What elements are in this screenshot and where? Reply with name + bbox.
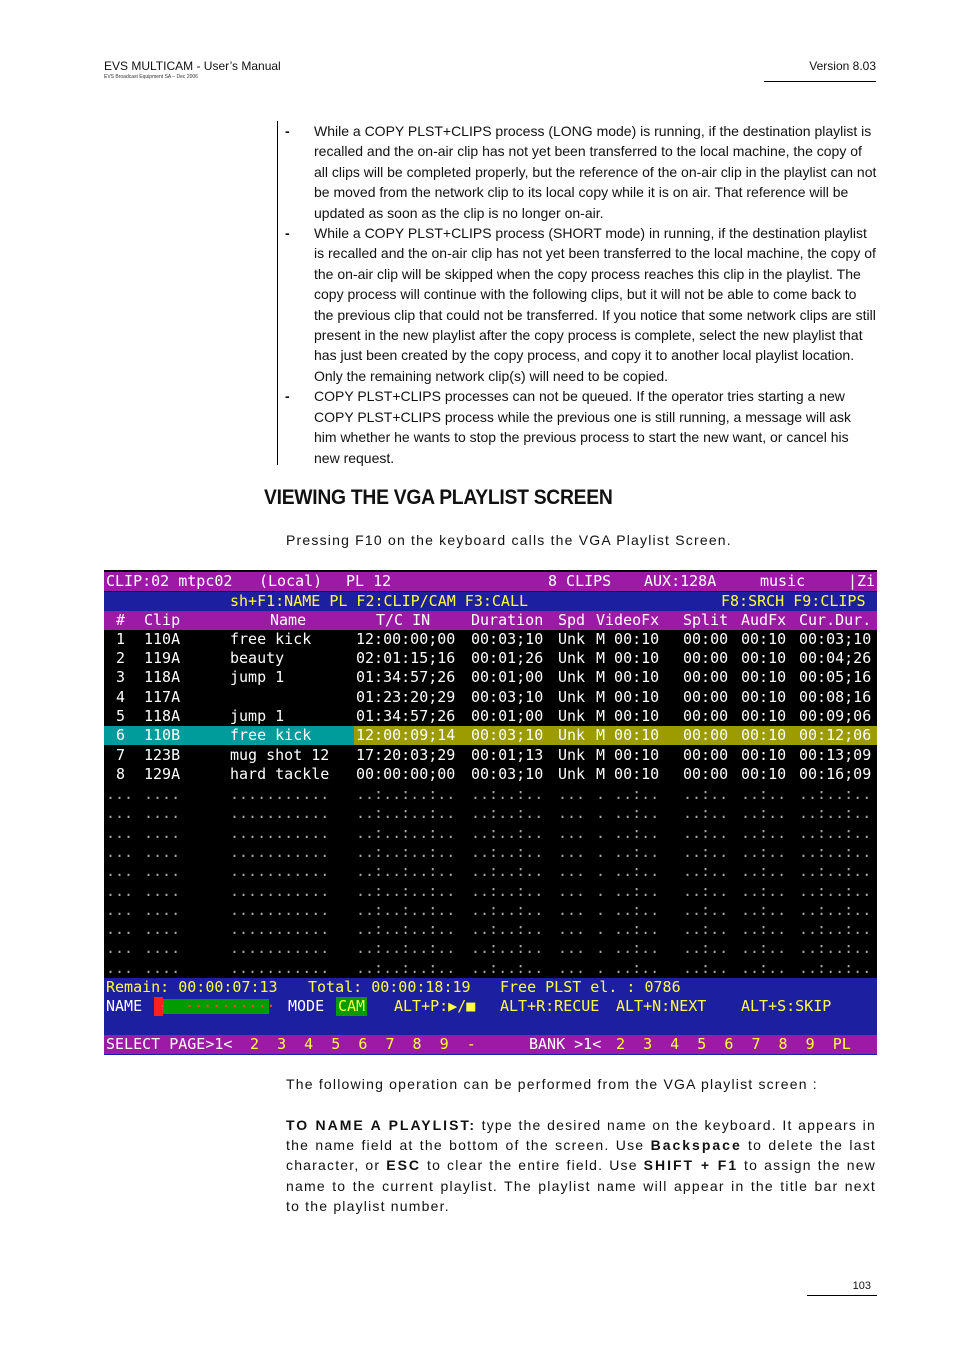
select-page-label: SELECT PAGE>1<	[106, 1035, 233, 1053]
cell-split: 00:00	[683, 707, 729, 725]
cell-clip: 129A	[144, 765, 181, 783]
empty-cell: ...	[558, 842, 586, 861]
empty-cell: ..:..:..:..	[356, 842, 456, 861]
aux-clip: AUX:128A	[644, 572, 717, 590]
empty-cell: ...	[106, 939, 134, 958]
cell-audfx: 00:10	[741, 649, 787, 667]
empty-cell: ..:..:..	[799, 920, 872, 939]
cell-videofx: M 00:10	[596, 707, 660, 725]
cell-clip: 118A	[144, 707, 181, 725]
key-backspace: Backspace	[650, 1137, 742, 1154]
empty-cell: ..:..:..	[799, 958, 872, 977]
key-shift-f1: SHIFT + F1	[643, 1157, 739, 1174]
cell-duration: 00:01;00	[471, 707, 544, 725]
col-header: Duration	[471, 611, 544, 629]
empty-cell: ..:..:..	[471, 900, 544, 919]
cell-split: 00:00	[683, 668, 729, 686]
cell-duration: 00:03;10	[471, 726, 544, 744]
section-title: VIEWING THE VGA PLAYLIST SCREEN	[264, 486, 613, 509]
empty-cell: . ..:..	[596, 823, 660, 842]
empty-cell: ...	[558, 900, 586, 919]
cell-index: 6	[116, 726, 126, 744]
cell-clip: 123B	[144, 746, 181, 764]
empty-cell: ..:..	[683, 842, 729, 861]
bullet-item	[285, 121, 877, 223]
empty-row[interactable]	[104, 901, 877, 920]
following-paragraph: The following operation can be performed from the VGA playlist screen :	[286, 1076, 818, 1092]
empty-cell: ..:..:..:..	[356, 823, 456, 842]
name-field-dots: · ··········	[158, 997, 276, 1015]
empty-cell: ...........	[230, 958, 330, 977]
cell-speed: Unk	[558, 630, 586, 648]
para-text: to assign the new name to the current playlist. The playlist name will appear in the title bar next to the playlist number.	[286, 1157, 876, 1214]
name-row	[104, 997, 877, 1016]
empty-cell: ...	[558, 881, 586, 900]
empty-cell: ...	[558, 862, 586, 881]
empty-cell: ....	[144, 804, 181, 823]
mode-value[interactable]: CAM	[338, 997, 366, 1015]
empty-cell: ...	[106, 823, 134, 842]
cell-duration: 00:01;00	[471, 668, 544, 686]
cell-tc-in: 12:00:00;00	[356, 630, 456, 648]
empty-cell: ....	[144, 785, 181, 803]
para-text: to clear the entire field. Use	[421, 1157, 644, 1174]
cell-cur-dur: 00:16;09	[799, 765, 872, 783]
bullet-dash: -	[285, 225, 290, 242]
cell-speed: Unk	[558, 707, 586, 725]
col-header: Spd	[558, 611, 586, 629]
cell-index: 3	[116, 668, 126, 686]
cell-clip: 110A	[144, 630, 181, 648]
cell-speed: Unk	[558, 746, 586, 764]
col-header: AudFx	[741, 611, 787, 629]
empty-cell: ..:..	[683, 823, 729, 842]
empty-cell: ..:..:..:..	[356, 939, 456, 958]
empty-cell: ...	[558, 804, 586, 823]
empty-cell: ..:..	[683, 881, 729, 900]
empty-cell: ....	[144, 900, 181, 919]
empty-cell: . ..:..	[596, 862, 660, 881]
cell-tc-in: 01:23:20;29	[356, 688, 456, 706]
cell-name: hard tackle	[230, 765, 330, 783]
cell-audfx: 00:10	[741, 707, 787, 725]
col-header: #	[116, 611, 126, 629]
cell-cur-dur: 00:05;16	[799, 668, 872, 686]
cell-split: 00:00	[683, 746, 729, 764]
empty-cell: ..:..	[683, 862, 729, 881]
empty-cell: ..:..	[683, 785, 729, 803]
table-row[interactable]	[104, 688, 877, 707]
playlist-number: PL 12	[346, 572, 392, 590]
cell-split: 00:00	[683, 765, 729, 783]
empty-row[interactable]	[104, 882, 877, 901]
version-label: Version 8.03	[809, 59, 876, 73]
empty-cell: ..:..:..	[471, 804, 544, 823]
empty-cell: ..:..:..	[799, 804, 872, 823]
cell-audfx: 00:10	[741, 765, 787, 783]
col-header: Cur.Dur.	[799, 611, 872, 629]
cell-tc-in: 12:00:09;14	[356, 726, 456, 744]
empty-cell: . ..:..	[596, 958, 660, 977]
cell-duration: 00:03;10	[471, 765, 544, 783]
col-header: VideoFx	[596, 611, 660, 629]
row-highlight-left	[104, 726, 354, 745]
cell-cur-dur: 00:13;09	[799, 746, 872, 764]
cell-videofx: M 00:10	[596, 746, 660, 764]
bullet-text: While a COPY PLST+CLIPS process (SHORT mode) in running, if the destination playlist is recalled and the on-air clip has not yet been transferred to the local machine, the copy of the on-air clip will be skipped when the copy process reaches this clip in the playlist. The copy process will continue with the following clips, but it will not be able to come back to the previous clip that could not be transferred. If you notice that some network clips are still present in the new playlist after the copy process is complete, select the new playlist that has just been created by the copy process, and copy it to another local playlist location. Only the remaining network clip(s) will need to be copied.	[314, 225, 876, 384]
empty-cell: . ..:..	[596, 842, 660, 861]
cell-speed: Unk	[558, 688, 586, 706]
empty-cell: ..:..	[741, 920, 787, 939]
table-row[interactable]	[104, 746, 877, 765]
empty-cell: ...	[106, 881, 134, 900]
empty-cell: ....	[144, 823, 181, 842]
cell-name: free kick	[230, 726, 312, 744]
local-indicator: (Local)	[259, 572, 323, 590]
empty-cell: ..:..	[683, 939, 729, 958]
empty-cell: . ..:..	[596, 785, 660, 803]
empty-cell: ...	[106, 804, 134, 823]
empty-cell: ..:..:..	[799, 939, 872, 958]
cell-speed: Unk	[558, 668, 586, 686]
shortcut-recue: ALT+R:RECUE	[500, 997, 600, 1015]
cell-tc-in: 01:34:57;26	[356, 707, 456, 725]
remain-row	[104, 978, 877, 997]
empty-cell: ....	[144, 939, 181, 958]
lead-term: TO NAME A PLAYLIST:	[286, 1117, 477, 1133]
cell-audfx: 00:10	[741, 726, 787, 744]
zoom-indicator: |Zi	[848, 572, 876, 590]
bank-label: BANK >1<	[529, 1035, 602, 1053]
empty-cell: ..:..:..	[471, 862, 544, 881]
empty-cell: ..:..:..:..	[356, 862, 456, 881]
cell-speed: Unk	[558, 649, 586, 667]
function-keys-right: F8:SRCH F9:CLIPS	[721, 592, 866, 610]
empty-cell: ..:..:..:..	[356, 804, 456, 823]
name-field[interactable]	[154, 997, 276, 1015]
header-rule	[764, 81, 876, 82]
empty-cell: . ..:..	[596, 920, 660, 939]
empty-cell: ..:..:..	[799, 900, 872, 919]
page-number: 103	[852, 1280, 871, 1292]
empty-cell: ..:..:..	[471, 785, 544, 803]
cell-videofx: M 00:10	[596, 765, 660, 783]
empty-cell: ...........	[230, 900, 330, 919]
cell-cur-dur: 00:09;06	[799, 707, 872, 725]
key-esc: ESC	[386, 1157, 422, 1174]
empty-row[interactable]	[104, 959, 877, 978]
empty-row[interactable]	[104, 785, 877, 804]
empty-row[interactable]	[104, 843, 877, 862]
empty-cell: ..:..:..	[471, 939, 544, 958]
cell-index: 1	[116, 630, 126, 648]
cell-name: beauty	[230, 649, 285, 667]
empty-cell: ..:..:..	[471, 842, 544, 861]
cell-name: jump 1	[230, 668, 285, 686]
cell-duration: 00:03;10	[471, 630, 544, 648]
cell-index: 8	[116, 765, 126, 783]
cell-speed: Unk	[558, 765, 586, 783]
footer-rule	[807, 1295, 877, 1296]
column-header-row	[104, 611, 877, 630]
function-keys-left: sh+F1:NAME PL F2:CLIP/CAM F3:CALL	[230, 592, 529, 610]
empty-cell: ..:..	[683, 900, 729, 919]
shortcut-play: ALT+P:▶/■	[394, 997, 476, 1015]
empty-cell: ...	[558, 785, 586, 803]
empty-cell: . ..:..	[596, 939, 660, 958]
empty-cell: ...........	[230, 785, 330, 803]
para-text: to delete the last character, or	[286, 1137, 876, 1174]
empty-cell: . ..:..	[596, 881, 660, 900]
empty-cell: ...........	[230, 804, 330, 823]
cell-cur-dur: 00:03;10	[799, 630, 872, 648]
cell-cur-dur: 00:08;16	[799, 688, 872, 706]
name-label: NAME	[106, 997, 143, 1015]
cell-tc-in: 02:01:15;16	[356, 649, 456, 667]
empty-cell: ..:..	[741, 881, 787, 900]
empty-cell: ...	[106, 900, 134, 919]
cell-audfx: 00:10	[741, 630, 787, 648]
empty-cell: ...........	[230, 823, 330, 842]
cell-index: 4	[116, 688, 126, 706]
empty-cell: ...	[106, 842, 134, 861]
table-row[interactable]	[104, 668, 877, 687]
function-key-bar	[104, 592, 877, 611]
empty-cell: ...	[558, 823, 586, 842]
vga-playlist-screen	[104, 570, 877, 1055]
cell-split: 00:00	[683, 630, 729, 648]
empty-cell: ..:..	[741, 862, 787, 881]
shortcut-skip: ALT+S:SKIP	[741, 997, 832, 1015]
empty-cell: ...........	[230, 920, 330, 939]
cell-clip: 117A	[144, 688, 181, 706]
empty-cell: ..:..:..	[471, 881, 544, 900]
empty-cell: ....	[144, 920, 181, 939]
empty-cell: ..:..	[741, 900, 787, 919]
cell-videofx: M 00:10	[596, 688, 660, 706]
table-row[interactable]	[104, 649, 877, 668]
shortcut-next: ALT+N:NEXT	[616, 997, 707, 1015]
empty-cell: ...	[106, 785, 134, 803]
bullet-list	[285, 121, 877, 468]
playlist-name: music	[760, 572, 806, 590]
empty-cell: ...	[106, 958, 134, 977]
cell-index: 2	[116, 649, 126, 667]
cell-cur-dur: 00:12;06	[799, 726, 872, 744]
empty-cell: ..:..:..	[471, 958, 544, 977]
page-selector[interactable]: 2 3 4 5 6 7 8 9 -	[250, 1035, 476, 1053]
empty-row[interactable]	[104, 939, 877, 958]
cell-audfx: 00:10	[741, 688, 787, 706]
empty-cell: ...	[106, 920, 134, 939]
bullet-item	[285, 386, 877, 468]
empty-cell: ..:..:..	[799, 785, 872, 803]
cell-videofx: M 00:10	[596, 668, 660, 686]
empty-cell: ....	[144, 842, 181, 861]
empty-cell: ...........	[230, 939, 330, 958]
cell-cur-dur: 00:04;26	[799, 649, 872, 667]
empty-cell: ..:..	[741, 785, 787, 803]
col-header: Clip	[144, 611, 181, 629]
free-elements: Free PLST el. : 0786	[500, 978, 681, 996]
cell-duration: 00:01;13	[471, 746, 544, 764]
name-playlist-paragraph	[286, 1115, 876, 1216]
publisher-line: EVS Broadcast Equipment SA – Dec 2006	[104, 74, 198, 80]
bullet-dash: -	[285, 388, 290, 405]
cell-audfx: 00:10	[741, 668, 787, 686]
cell-name: free kick	[230, 630, 312, 648]
cell-tc-in: 01:34:57;26	[356, 668, 456, 686]
empty-cell: ..:..:..	[799, 881, 872, 900]
empty-cell: ...	[106, 862, 134, 881]
empty-cell: ..:..	[683, 920, 729, 939]
empty-row[interactable]	[104, 804, 877, 823]
cell-duration: 00:03;10	[471, 688, 544, 706]
empty-cell: ..:..	[741, 958, 787, 977]
empty-cell: ...........	[230, 842, 330, 861]
empty-cell: ....	[144, 958, 181, 977]
cell-split: 00:00	[683, 688, 729, 706]
change-bar	[277, 121, 278, 465]
empty-row[interactable]	[104, 824, 877, 843]
empty-cell: ..:..	[683, 804, 729, 823]
empty-cell: ..:..:..:..	[356, 900, 456, 919]
empty-cell: ..:..:..	[471, 823, 544, 842]
col-header: T/C IN	[376, 611, 431, 629]
cell-clip: 118A	[144, 668, 181, 686]
empty-cell: ..:..:..:..	[356, 785, 456, 803]
empty-cell: ..:..:..:..	[356, 881, 456, 900]
empty-cell: ...........	[230, 881, 330, 900]
table-row-current[interactable]	[104, 726, 877, 745]
empty-cell: . ..:..	[596, 804, 660, 823]
empty-cell: ..:..	[741, 823, 787, 842]
cell-videofx: M 00:10	[596, 649, 660, 667]
empty-cell: ..:..:..	[799, 862, 872, 881]
bullet-text: While a COPY PLST+CLIPS process (LONG mode) is running, if the destination playlist is recalled and the on-air clip has not yet been transferred to the local machine, the copy of all clips will be completed properly, but the reference of the on-air clip in the playlist can not be moved from the network clip to its local copy while it is on air. That reference will be updated as soon as the clip is no longer on-air.	[314, 123, 877, 221]
empty-cell: ..:..	[683, 958, 729, 977]
empty-cell: ...	[558, 920, 586, 939]
para-text: type the desired name on the keyboard. It appears in the name field at the bottom of the screen. Use	[286, 1117, 876, 1154]
table-row[interactable]	[104, 765, 877, 784]
empty-cell: ...........	[230, 862, 330, 881]
bullet-item	[285, 223, 877, 386]
cell-split: 00:00	[683, 726, 729, 744]
bullet-text: COPY PLST+CLIPS processes can not be queued. If the operator tries starting a new COPY PLST+CLIPS process while the previous one is still running, a message will ask him whether he wants to stop the previous process to start the new want, or cancel his new request.	[314, 388, 852, 466]
empty-cell: ..:..:..	[799, 842, 872, 861]
empty-cell: ....	[144, 881, 181, 900]
total-time: Total: 00:00:18:19	[308, 978, 471, 996]
cell-split: 00:00	[683, 649, 729, 667]
empty-cell: ..:..:..	[471, 920, 544, 939]
bank-selector[interactable]: 2 3 4 5 6 7 8 9 PL	[616, 1035, 851, 1053]
empty-cell: . ..:..	[596, 900, 660, 919]
bullet-dash: -	[285, 123, 290, 139]
cell-name: jump 1	[230, 707, 285, 725]
empty-cell: ..:..:..:..	[356, 920, 456, 939]
cell-tc-in: 00:00:00;00	[356, 765, 456, 783]
intro-paragraph: Pressing F10 on the keyboard calls the VGA Playlist Screen.	[286, 532, 732, 548]
cell-audfx: 00:10	[741, 746, 787, 764]
cell-clip: 110B	[144, 726, 181, 744]
cell-videofx: M 00:10	[596, 630, 660, 648]
table-row[interactable]	[104, 707, 877, 726]
cell-index: 7	[116, 746, 126, 764]
cell-tc-in: 17:20:03;29	[356, 746, 456, 764]
empty-cell: ..:..:..:..	[356, 958, 456, 977]
clip-count: 8 CLIPS	[548, 572, 612, 590]
select-page-row	[104, 1035, 877, 1054]
empty-row[interactable]	[104, 862, 877, 881]
cell-clip: 119A	[144, 649, 181, 667]
manual-title: EVS MULTICAM - User’s Manual	[104, 59, 281, 73]
remain-time: Remain: 00:00:07:13	[106, 978, 278, 996]
cell-videofx: M 00:10	[596, 726, 660, 744]
screen-title-bar	[104, 572, 877, 591]
cell-speed: Unk	[558, 726, 586, 744]
mode-label: MODE	[288, 997, 325, 1015]
empty-cell: ...	[558, 939, 586, 958]
empty-cell: ..:..	[741, 842, 787, 861]
empty-cell: ....	[144, 862, 181, 881]
empty-cell: ..:..	[741, 939, 787, 958]
empty-cell: ..:..:..	[799, 823, 872, 842]
empty-row[interactable]	[104, 920, 877, 939]
col-header: Split	[683, 611, 729, 629]
cell-index: 5	[116, 707, 126, 725]
empty-cell: ...	[558, 958, 586, 977]
clip-id: CLIP:02 mtpc02	[106, 572, 233, 590]
cell-name: mug shot 12	[230, 746, 330, 764]
cell-duration: 00:01;26	[471, 649, 544, 667]
col-header: Name	[270, 611, 307, 629]
table-row[interactable]	[104, 630, 877, 649]
empty-cell: ..:..	[741, 804, 787, 823]
